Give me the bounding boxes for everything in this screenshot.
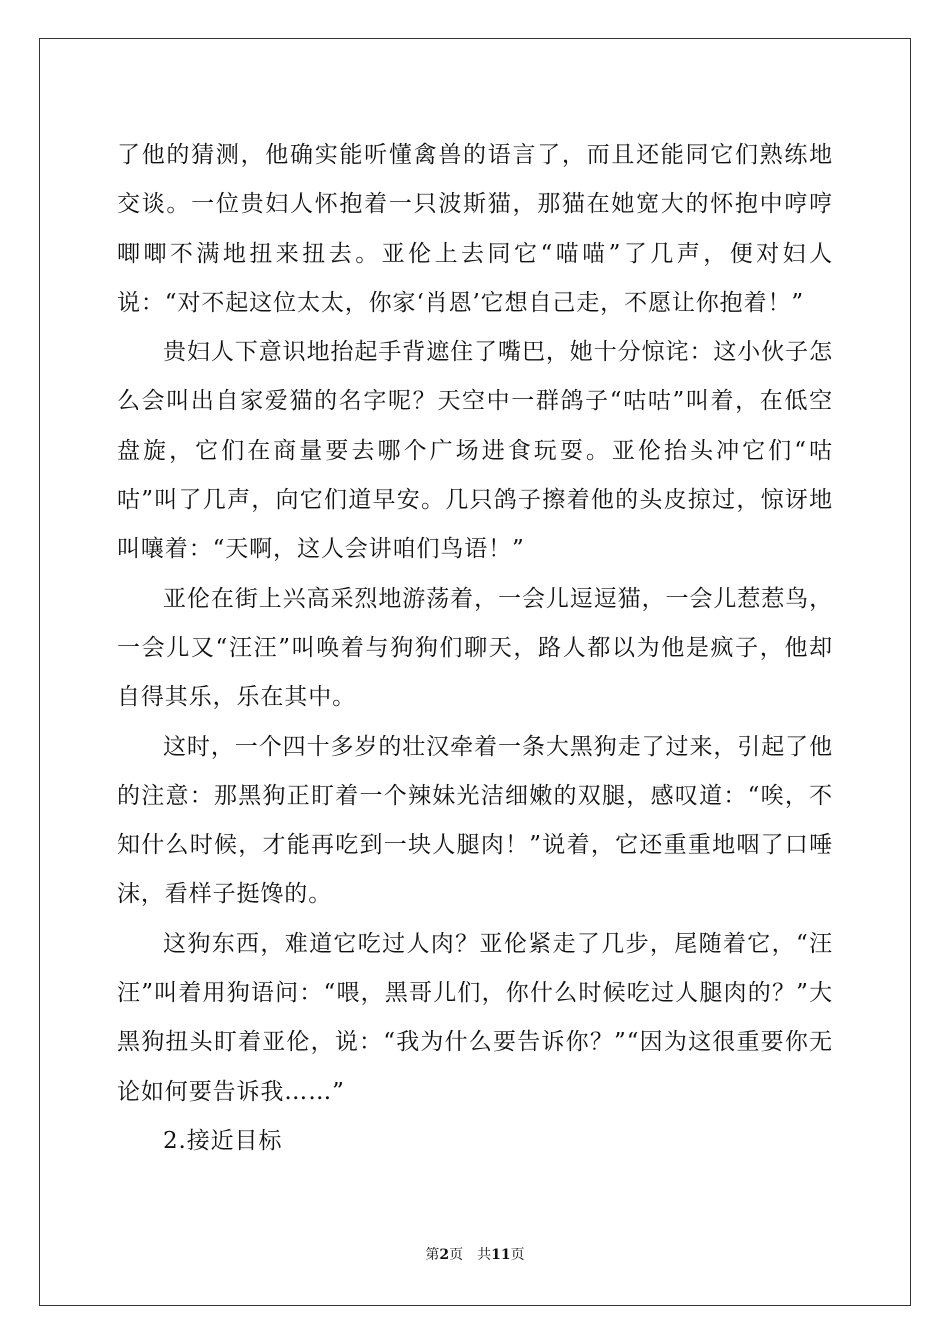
section-heading: 2.接近目标 <box>163 1127 283 1154</box>
paragraph: 贵妇人下意识地抬起手背遮住了嘴巴，她十分惊诧：这小伙子怎么会叫出自家爱猫的名字呢？天空中一群鸽子“咕咕”叫着，在低空盘旋，它们在商量要去哪个广场进食玩耍。亚伦抬头冲它们“咕咕”叫了几声，向它们道早安。几只鸽子擦着他的头皮掠过，惊讶地叫嚷着：“天啊，这人会讲咱们鸟语！” <box>117 339 833 563</box>
page-footer <box>0 1245 950 1265</box>
footer-page-number: 2 <box>439 1247 450 1263</box>
footer-total-unit: 页 <box>510 1247 525 1263</box>
footer-page-unit: 页 <box>449 1247 464 1263</box>
paragraph: 这狗东西，难道它吃过人肉？亚伦紧走了几步，尾随着它，“汪汪”叫着用狗语问：“喂，黑哥儿们，你什么时候吃过人腿肉的？”大黑狗扭头盯着亚伦，说：“我为什么要告诉你？”“因为这很重要你无论如何要告诉我……” <box>117 930 833 1105</box>
footer-total-pages: 11 <box>491 1247 511 1263</box>
document-body <box>117 131 833 1166</box>
footer-total-prefix: 共 <box>477 1247 492 1263</box>
paragraph: 亚伦在街上兴高采烈地游荡着，一会儿逗逗猫，一会儿惹惹鸟，一会儿又“汪汪”叫唤着与狗狗们聊天，路人都以为他是疯子，他却自得其乐，乐在其中。 <box>117 585 833 711</box>
paragraph: 这时，一个四十多岁的壮汉牵着一条大黑狗走了过来，引起了他的注意：那黑狗正盯着一个辣妹光洁细嫩的双腿，感叹道：“唉，不知什么时候，才能再吃到一块人腿肉！”说着，它还重重地咽了口唾沫，看样子挺馋的。 <box>117 733 833 908</box>
paragraph: 了他的猜测，他确实能听懂禽兽的语言了，而且还能同它们熟练地交谈。一位贵妇人怀抱着一只波斯猫，那猫在她宽大的怀抱中哼哼唧唧不满地扭来扭去。亚伦上去同它“喵喵”了几声，便对妇人说：“对不起这位太太，你家‘肖恩’它想自己走，不愿让你抱着！” <box>117 142 833 316</box>
footer-prefix: 第 <box>425 1247 440 1263</box>
